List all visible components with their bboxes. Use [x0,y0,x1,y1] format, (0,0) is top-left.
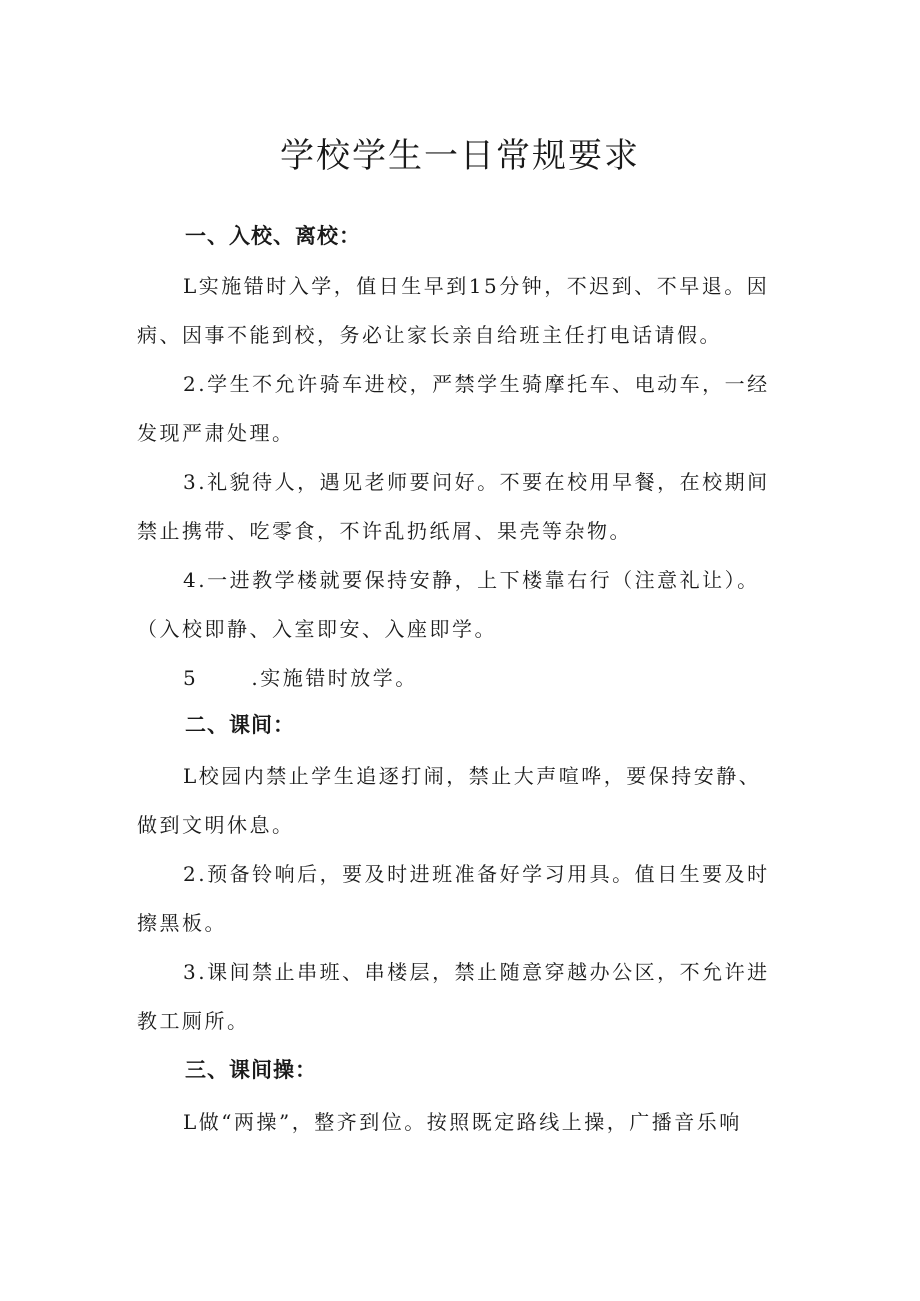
paragraph-line: 擦黑板。 [137,911,227,935]
paragraph-line: 病、因事不能到校，务必让家长亲自给班主任打电话请假。 [137,323,722,347]
paragraph-line: 4.一进教学楼就要保持安静，上下楼靠右行（注意礼让）。 [183,568,760,592]
paragraph-line: 2.学生不允许骑车进校，严禁学生骑摩托车、电动车，一经 [183,372,770,396]
section-heading-exercise: 三、课间操： [185,1058,317,1082]
paragraph-line: L校园内禁止学生追逐打闹，禁止大声喧哗，要保持安静、 [183,764,762,788]
paragraph-line: 3.礼貌待人，遇见老师要问好。不要在校用早餐，在校期间 [183,470,770,494]
paragraph-line: L做“两操”，整齐到位。按照既定路线上操，广播音乐响 [183,1110,742,1134]
paragraph-line: 禁止携带、吃零食，不许乱扔纸屑、果壳等杂物。 [137,519,632,543]
document-title: 学校学生一日常规要求 [280,136,640,176]
paragraph-line: 教工厕所。 [137,1009,250,1033]
paragraph-line: 做到文明休息。 [137,813,295,837]
paragraph-line: 2.预备铃响后，要及时进班准备好学习用具。值日生要及时 [183,862,770,886]
section-heading-entry-exit: 一、入校、离校： [185,224,361,248]
paragraph-line: L实施错时入学，值日生早到15分钟，不迟到、不早退。因 [183,274,770,298]
section-heading-recess: 二、课间： [185,713,295,737]
paragraph-line: （入校即静、入室即安、入座即学。 [137,617,497,641]
paragraph-line: 发现严肃处理。 [137,421,295,445]
paragraph-line: 3.课间禁止串班、串楼层，禁止随意穿越办公区，不允许进 [183,960,770,984]
paragraph-line: 5 .实施错时放学。 [183,666,418,690]
